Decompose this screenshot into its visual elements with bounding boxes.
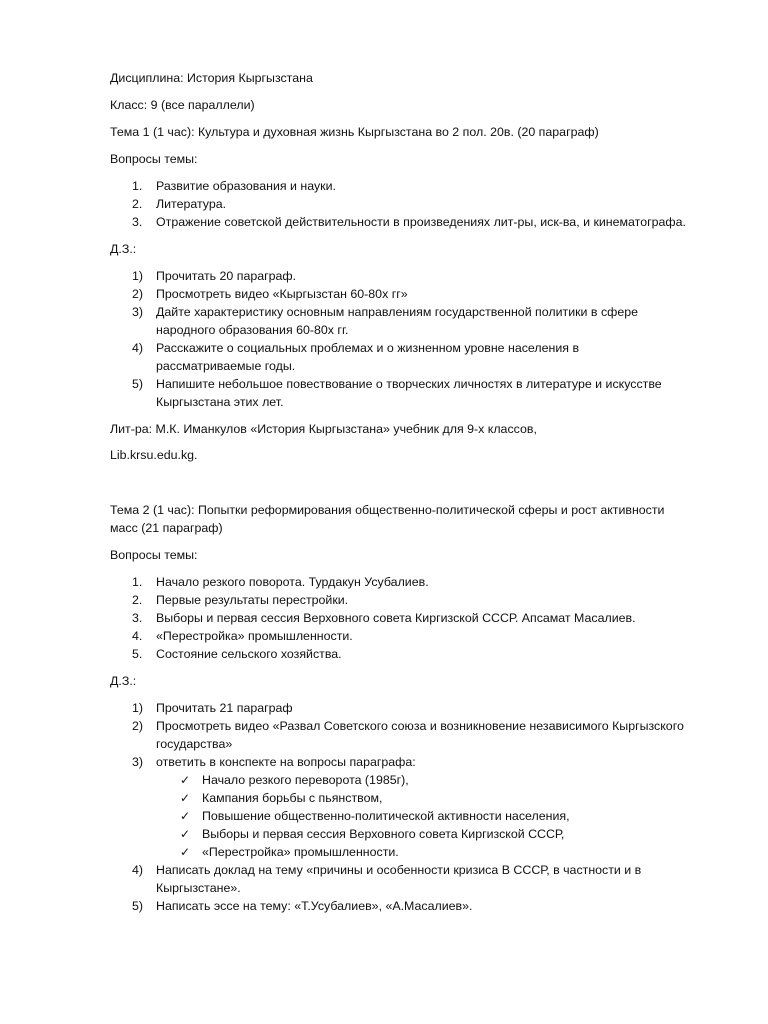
hw-item-number: 1) (132, 269, 144, 283)
hw-item-number: 5) (132, 899, 144, 913)
list-item-number: 3. (132, 611, 143, 625)
hw-item-number: 1) (132, 701, 144, 715)
hw-item-number: 4) (132, 341, 144, 355)
topic1-title: Тема 1 (1 час): Культура и духовная жизнь Кыргызстана во 2 пол. 20в. (20 параграф) (110, 125, 599, 139)
hw-item-text-cont: государства» (156, 737, 233, 751)
list-item-number: 5. (132, 647, 143, 661)
hw-item-text: Просмотреть видео «Кыргызстан 60-80х гг» (156, 287, 408, 301)
hw-item-text: Написать доклад на тему «причины и особенности кризиса В СССР, в частности и в (156, 863, 642, 877)
list-item-text: Выборы и первая сессия Верховного совета Киргизской СССР. Апсамат Масалиев. (156, 611, 636, 625)
list-item-text: Отражение советской действительности в произведениях лит-ры, иск-ва, и кинематографа. (156, 215, 686, 229)
checkmark-icon: ✓ (180, 791, 191, 805)
topic1-questions-label: Вопросы темы: (110, 152, 198, 166)
hw-item-text-cont: народного образования 60-80х гг. (156, 323, 349, 337)
checklist-item-text: Выборы и первая сессия Верховного совета Киргизской СССР, (202, 827, 565, 841)
hw-item-number: 4) (132, 863, 144, 877)
list-item-text: Первые результаты перестройки. (156, 593, 349, 607)
topic1-hw-label: Д.З.: (110, 242, 137, 256)
list-item-text: Начало резкого поворота. Турдакун Усубалиев. (156, 575, 429, 589)
checkmark-icon: ✓ (180, 827, 191, 841)
hw-item-text-cont: рассматриваемые годы. (156, 359, 296, 373)
list-item-number: 1. (132, 179, 143, 193)
list-item-number: 2. (132, 197, 143, 211)
topic2-hw-label: Д.З.: (110, 674, 137, 688)
list-item-number: 1. (132, 575, 143, 589)
hw-item-text: Дайте характеристику основным направлениям государственной политики в сфере (156, 305, 639, 319)
list-item-text: Состояние сельского хозяйства. (156, 647, 342, 661)
hw-item-text: Прочитать 20 параграф. (156, 269, 297, 283)
topic2-title: Тема 2 (1 час): Попытки реформирования общественно-политической сферы и рост активности (110, 503, 665, 517)
hw-item-text: Прочитать 21 параграф (156, 701, 293, 715)
list-item-number: 3. (132, 215, 143, 229)
hw-item-number: 5) (132, 377, 144, 391)
literature-line: Лит-ра: М.К. Иманкулов «История Кыргызстана» учебник для 9-х классов, (110, 422, 537, 436)
list-item-number: 2. (132, 593, 143, 607)
library-link[interactable]: Lib.krsu.edu.kg. (110, 448, 198, 462)
checkmark-icon: ✓ (180, 845, 191, 859)
checklist-item-text: «Перестройка» промышленности. (202, 845, 399, 859)
hw-item-text-cont: Кыргызстана этих лет. (156, 395, 284, 409)
hw-item-text: Расскажите о социальных проблемах и о жизненном уровне населения в (156, 341, 580, 355)
hw-item-number: 3) (132, 305, 144, 319)
hw-item-text: Просмотреть видео «Развал Советского союза и возникновение независимого Кыргызского (156, 719, 684, 733)
list-item-text: «Перестройка» промышленности. (156, 629, 353, 643)
hw-item-number: 2) (132, 719, 144, 733)
list-item-text: Литература. (156, 197, 227, 211)
hw-item-text: Написать эссе на тему: «Т.Усубалиев», «А.Масалиев». (156, 899, 473, 913)
topic2-questions-label: Вопросы темы: (110, 548, 198, 562)
hw-item-text-cont: Кыргызстане». (156, 881, 241, 895)
checklist-item-text: Повышение общественно-политической активности населения, (202, 809, 570, 823)
hw-item-text: ответить в конспекте на вопросы параграфа: (156, 755, 416, 769)
topic2-title-cont: масс (21 параграф) (110, 521, 223, 535)
checklist-item-text: Кампания борьбы с пьянством, (202, 791, 383, 805)
class-line: Класс: 9 (все параллели) (110, 98, 255, 112)
checkmark-icon: ✓ (180, 809, 191, 823)
hw-item-number: 2) (132, 287, 144, 301)
list-item-number: 4. (132, 629, 143, 643)
hw-item-text: Напишите небольшое повествование о творческих личностях в литературе и искусстве (156, 377, 662, 391)
list-item-text: Развитие образования и науки. (156, 179, 336, 193)
checklist-item-text: Начало резкого переворота (1985г), (202, 773, 409, 787)
discipline-line: Дисциплина: История Кыргызстана (110, 71, 313, 85)
hw-item-number: 3) (132, 755, 144, 769)
checkmark-icon: ✓ (180, 773, 191, 787)
